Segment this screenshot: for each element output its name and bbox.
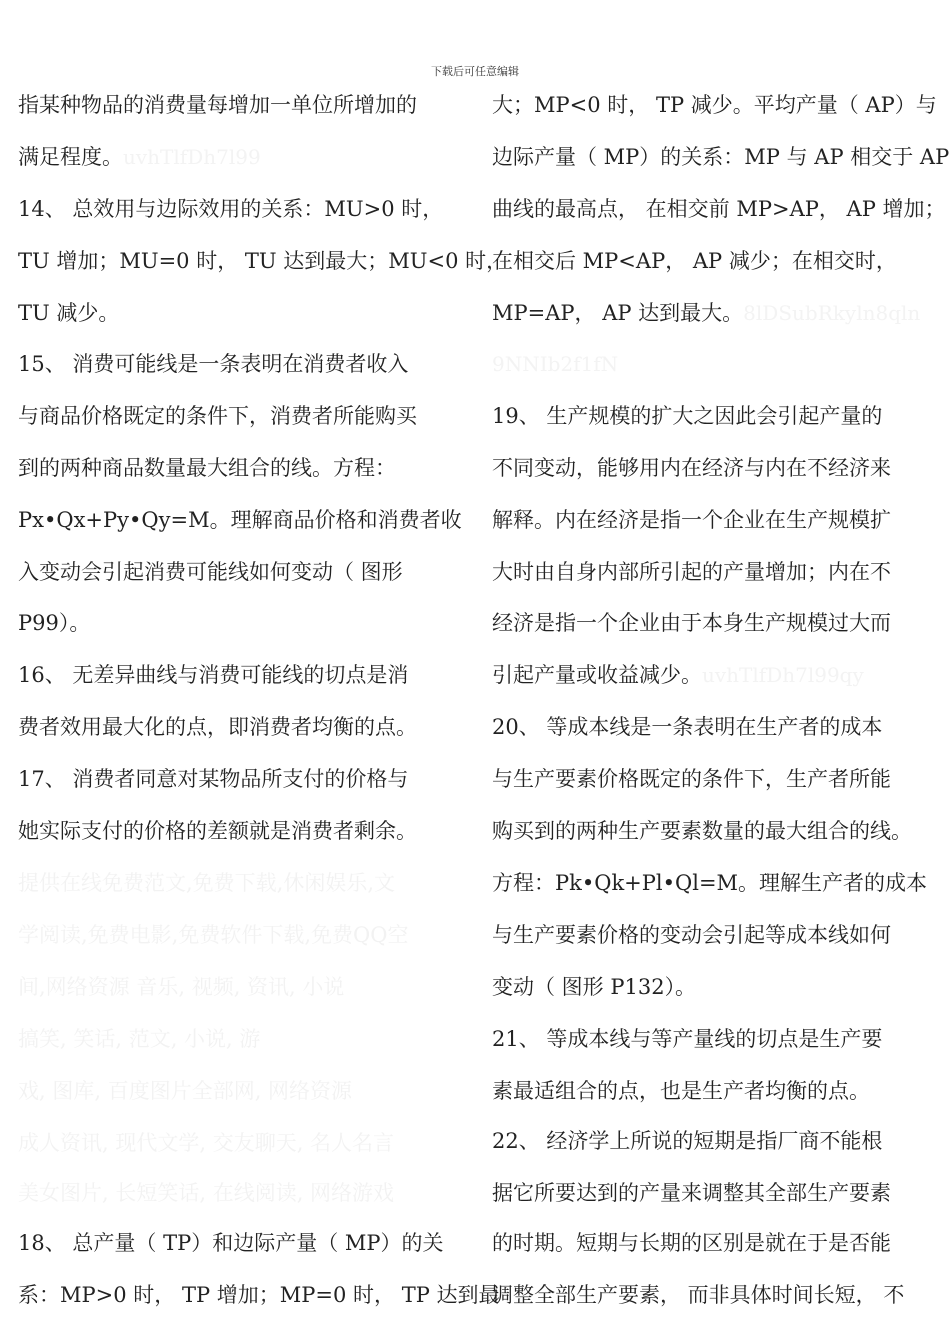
text-line: 购买到的两种生产要素数量的最大组合的线。 [492,819,912,843]
text-line [492,349,618,379]
text-line: TU 减少。 [18,301,120,325]
text-line: MP=AP， AP 达到最大。8lDSubRkyln8qln [492,301,921,325]
page-header: 下载后可任意编辑 [431,65,519,78]
text-line: 经济是指一个企业由于本身生产规模过大而 [492,611,891,635]
text-line: 22、 经济学上所说的短期是指厂商不能根 [492,1129,883,1153]
watermark-text: uvhTlfDh7l99qy [702,663,864,687]
text-line: 素最适组合的点，也是生产者均衡的点。 [492,1079,870,1103]
text-line: 18、 总产量（ TP）和边际产量（ MP）的关 [18,1231,444,1255]
text-line: 费者效用最大化的点，即消费者均衡的点。 [18,715,417,739]
text-line: 20、 等成本线是一条表明在生产者的成本 [492,715,883,739]
text-line: 方程：Pk•Qk+Pl•Ql=M。理解生产者的成本 [492,871,928,895]
text-line: 17、 消费者同意对某物品所支付的价格与 [18,767,409,791]
text-line: 与生产要素价格的变动会引起等成本线如何 [492,923,891,947]
text-line: 15、 消费可能线是一条表明在消费者收入 [18,352,409,376]
watermark-text: uvhTlfDh7l99 [123,145,261,169]
text-line: 大；MP<0 时， TP 减少。平均产量（ AP）与 [492,93,937,117]
watermark-line: 间,网络资源 音乐, 视频, 资讯, 小说 [18,975,345,999]
text-line: 大时由自身内部所引起的产量增加；内在不 [492,560,891,584]
text-line: 的时期。短期与长期的区别是就在于是否能 [492,1231,891,1255]
text-line: 她实际支付的价格的差额就是消费者剩余。 [18,819,417,843]
text-line: 与商品价格既定的条件下，消费者所能购买 [18,404,417,428]
text-line: 据它所要达到的产量来调整其全部生产要素 [492,1181,891,1205]
text-line: 在相交后 MP<AP， AP 减少；在相交时， [492,249,897,273]
watermark-line: 提供在线免费范文,免费下载,休闲娱乐,文 [18,871,396,895]
text-line: 曲线的最高点， 在相交前 MP>AP， AP 增加； [492,197,946,221]
text-line: 与生产要素价格既定的条件下，生产者所能 [492,767,891,791]
text-line: 21、 等成本线与等产量线的切点是生产要 [492,1027,883,1051]
text-line: P99）。 [18,611,91,635]
watermark-line: 戏, 图库, 百度图片全部网, 网络资源 [18,1079,353,1103]
watermark-line: 成人资讯, 现代文学, 交友聊天, 名人名言 [18,1131,395,1155]
text-line: 边际产量（ MP）的关系：MP 与 AP 相交于 AP [492,145,950,169]
text-line: 到的两种商品数量最大组合的线。方程： [18,456,396,480]
text-line: 引起产量或收益减少。uvhTlfDh7l99qy [492,663,864,687]
watermark-line: 美女图片, 长短笑话, 在线阅读, 网络游戏 [18,1181,395,1205]
text-line: 调整全部生产要素， 而非具体时间长短， 不 [492,1283,905,1307]
text-line: 16、 无差异曲线与消费可能线的切点是消 [18,663,409,687]
text-line: 不同变动，能够用内在经济与内在不经济来 [492,456,891,480]
text-line: Px•Qx+Py•Qy=M。理解商品价格和消费者收 [18,508,462,532]
watermark-text: 8lDSubRkyln8qln [743,301,921,325]
text-line: 系：MP>0 时， TP 增加；MP=0 时， TP 达到最 [18,1283,500,1307]
watermark-line: 学阅读,免费电影,免费软件下载,免费QQ空 [18,923,409,947]
text-line: 满足程度。uvhTlfDh7l99 [18,145,261,169]
text-line: 14、 总效用与边际效用的关系：MU>0 时， [18,197,444,221]
text-line: TU 增加；MU=0 时， TU 达到最大；MU<0 时， [18,249,508,273]
watermark-line: 搞笑, 笑话, 范文, 小说, 游 [18,1027,261,1051]
watermark-text: 9NNIb2f1fN [492,352,619,376]
text-line: 入变动会引起消费可能线如何变动（ 图形 [18,560,403,584]
text-line: 指某种物品的消费量每增加一单位所增加的 [18,93,417,117]
text-line: 变动（ 图形 P132）。 [492,975,697,999]
text-line: 19、 生产规模的扩大之因此会引起产量的 [492,404,883,428]
text-line: 解释。内在经济是指一个企业在生产规模扩 [492,508,891,532]
